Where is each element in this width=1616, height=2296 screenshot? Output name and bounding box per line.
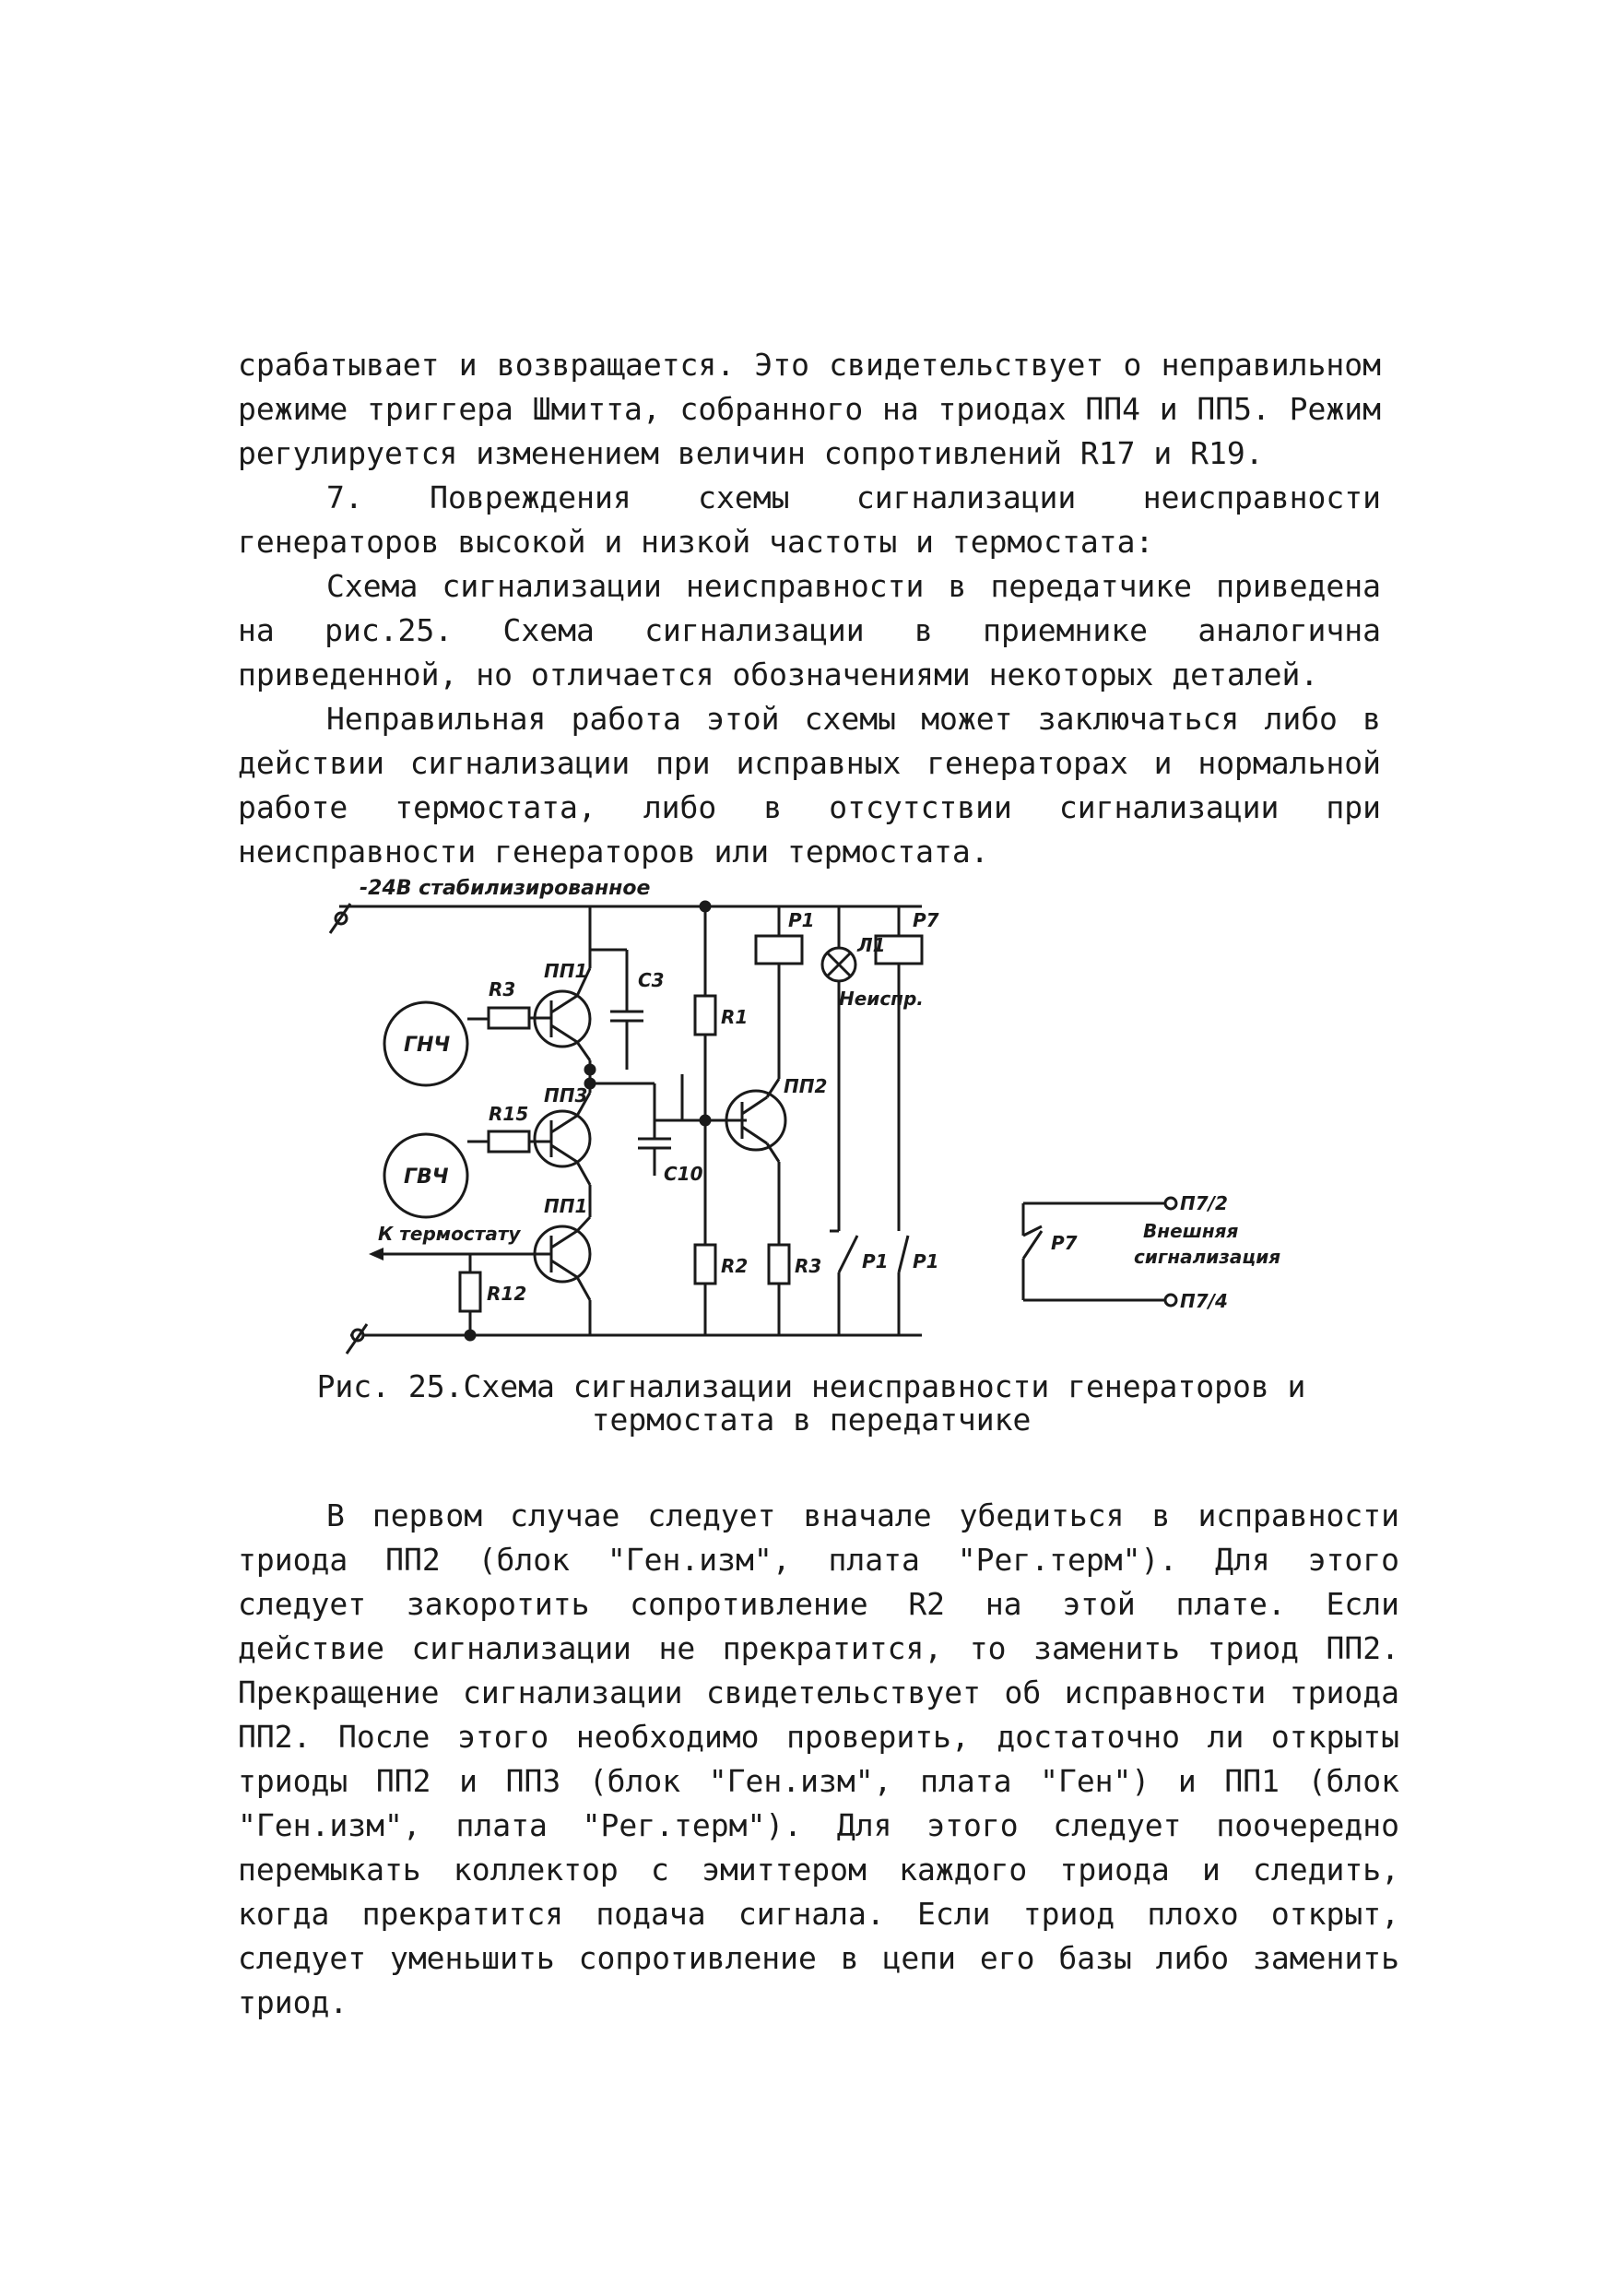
paragraph-malfunction: Неправильная работа этой схемы может заключаться либо в действии сигнализации при исправных генераторах и нормальной работе термостата, либо в отсутствии сигнализации при неисправности генераторов или термостата. [238,701,1381,870]
paragraph-first-case: В первом случае следует вначале убедиться в исправности триода ПП2 (блок "Ген.изм", плата "Рег.терм"). Для этого следует закоротить сопротивление R2 на этой плате. Если действие сигнализации не прекратится, то заменить триод ПП2. Прекращение сигнализации свидетельствует об исправности триода ПП2. После этого необходимо проверить, достаточно ли открыты триоды ПП2 и ПП3 (блок "Ген.изм", плата "Ген") и ПП1 (блок "Ген.изм", плата "Рег.терм"). Для этого следует поочередно перемыкать коллектор с эмиттером каждого триода и следить, когда прекратится подача сигнала. Если триод плохо открыт, следует уменьшить сопротивление в цепи его базы либо заменить триод. [238,1497,1399,2020]
circuit-schematic [323,867,1337,1365]
relay-coil-p1 [756,936,802,964]
paragraph-intro: срабатывает и возвращается. Это свидетельствует о неправильном режиме триггера Шмитта, собранного на триодах ПП4 и ПП5. Режим регулируется изменением величин сопротивлений R17 и R19. [238,347,1381,471]
lamp-label: Л1 [857,934,886,956]
p1-contact-b-label: Р1 [913,1250,939,1272]
r1-label: R1 [721,1006,749,1028]
transistor-pp3 [535,1111,590,1166]
resistor-r15 [489,1131,529,1152]
paragraph-item-7: 7. Повреждения схемы сигнализации неисправности генераторов высокой и низкой частоты и термостата: [238,479,1381,560]
r12-label: R12 [487,1283,527,1305]
resistor-r12 [460,1272,480,1311]
p7-contact-label: Р7 [1051,1232,1078,1254]
terminal-top-label: П7/2 [1180,1192,1228,1214]
p1-contact-a-label: Р1 [862,1250,889,1272]
pp2-label: ПП2 [784,1075,828,1097]
caption-line-1: Рис. 25.Схема сигнализации неисправности генераторов и [316,1368,1306,1404]
r3-right-label: R3 [795,1255,822,1277]
lamp-caption: Неиспр. [839,988,924,1010]
paragraph-scheme-description: Схема сигнализации неисправности в передатчике приведена на рис.25. Схема сигнализации в приемнике аналогична приведенной, но отличается обозначениями некоторых деталей. [238,568,1381,692]
gnch-label: ГНЧ [404,1034,451,1057]
gvch-label: ГВЧ [404,1166,449,1189]
resistor-r3-right [769,1245,789,1284]
caption-line-2: термостата в передатчике [591,1402,1032,1438]
p1-coil-label: Р1 [788,909,815,931]
pp1-label: ПП1 [544,960,588,982]
resistor-r3 [489,1008,529,1028]
c3-label: С3 [638,969,665,991]
supply-label: -24В стабилизированное [360,877,651,900]
resistor-r2 [695,1245,715,1284]
pp-bottom-label: ПП1 [544,1195,588,1217]
external-label-2: сигнализация [1134,1246,1281,1268]
external-label-1: Внешняя [1143,1220,1239,1242]
pp3-label: ПП3 [544,1084,588,1107]
to-thermostat-label: К термостату [378,1223,521,1245]
r15-label: R15 [489,1103,529,1125]
p7-coil-label: Р7 [913,909,939,931]
resistor-r1 [695,996,715,1035]
terminal-bottom-label: П7/4 [1180,1290,1228,1312]
r3-label: R3 [489,978,516,1000]
figure-caption [313,1370,1309,1437]
c10-label: С10 [664,1163,703,1185]
r2-label: R2 [721,1255,749,1277]
